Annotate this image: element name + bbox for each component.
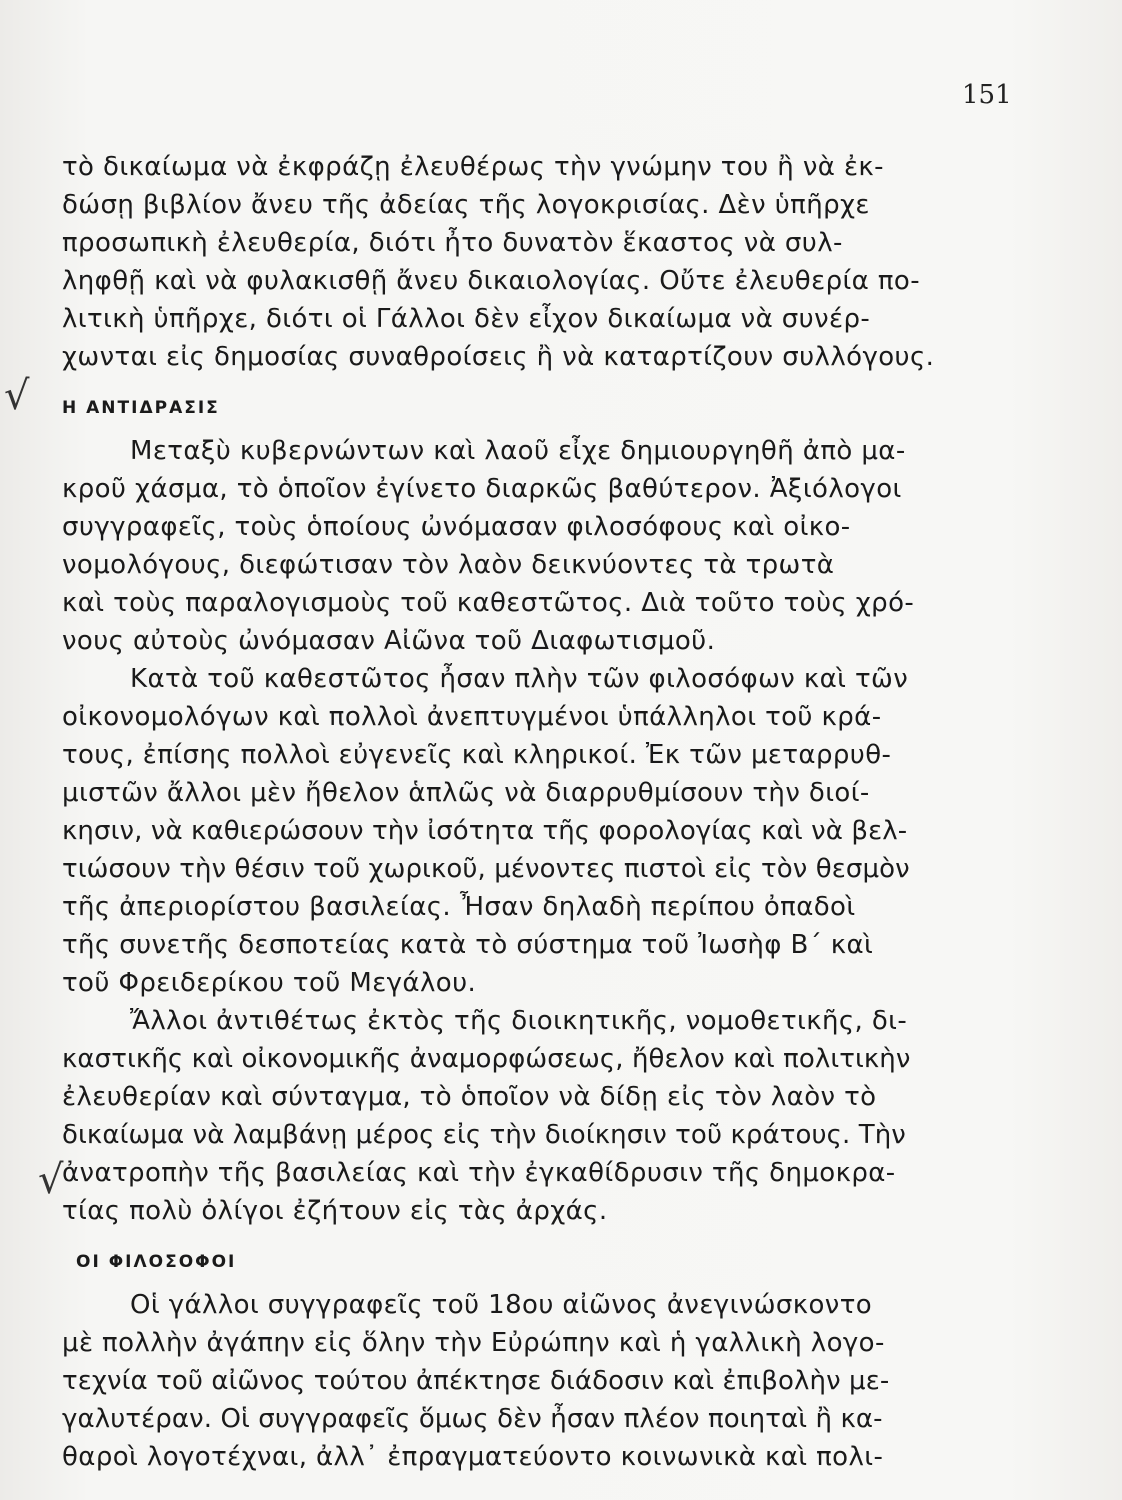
text-line: Κατὰ τοῦ καθεστῶτος ἦσαν πλὴν τῶν φιλοσόφων καὶ τῶν <box>130 664 909 694</box>
text-line: χωνται εἰς δημοσίας συναθροίσεις ἢ νὰ καταρτίζουν συλλόγους. <box>62 342 935 372</box>
text-line: τίας πολὺ ὀλίγοι ἐζήτουν εἰς τὰς ἀρχάς. <box>62 1196 608 1226</box>
paragraph <box>62 1286 1022 1476</box>
text-line: τους, ἐπίσης πολλοὶ εὐγενεῖς καὶ κληρικοί. Ἐκ τῶν μεταρρυθ- <box>62 740 892 770</box>
paragraph <box>62 432 1022 660</box>
text-line: Ἄλλοι ἀντιθέτως ἐκτὸς τῆς διοικητικῆς, νομοθετικῆς, δι- <box>130 1006 908 1036</box>
text-line: τεχνία τοῦ αἰῶνος τούτου ἀπέκτησε διάδοσιν καὶ ἐπιβολὴν με- <box>62 1366 890 1396</box>
text-line: Μεταξὺ κυβερνώντων καὶ λαοῦ εἶχε δημιουργηθῆ ἀπὸ μα- <box>130 436 906 466</box>
text-line: νομολόγους, διεφώτισαν τὸν λαὸν δεικνύοντες τὰ τρωτὰ <box>62 550 835 580</box>
text-line: μὲ πολλὴν ἀγάπην εἰς ὅλην τὴν Εὐρώπην καὶ ἡ γαλλικὴ λογο- <box>62 1328 885 1358</box>
text-line: τὸ δικαίωμα νὰ ἐκφράζῃ ἐλευθέρως τὴν γνώμην του ἢ νὰ ἐκ- <box>62 152 884 182</box>
text-line: Οἱ γάλλοι συγγραφεῖς τοῦ 18ου αἰῶνος ἀνεγινώσκοντο <box>130 1290 873 1320</box>
paragraph <box>62 1002 1022 1230</box>
text-line: γαλυτέραν. Οἱ συγγραφεῖς ὅμως δὲν ἦσαν πλέον ποιηταὶ ἢ κα- <box>62 1404 883 1434</box>
text-line: καστικῆς καὶ οἰκονομικῆς ἀναμορφώσεως, ἤθελον καὶ πολιτικὴν <box>62 1044 911 1074</box>
text-line: καὶ τοὺς παραλογισμοὺς τοῦ καθεστῶτος. Διὰ τοῦτο τοὺς χρό- <box>62 588 915 618</box>
text-line: συγγραφεῖς, τοὺς ὁποίους ὠνόμασαν φιλοσόφους καὶ οἰκο- <box>62 512 851 542</box>
text-line: νους αὐτοὺς ὠνόμασαν Αἰῶνα τοῦ Διαφωτισμοῦ. <box>62 626 716 656</box>
section-heading: Η ΑΝΤΙΔΡΑΣΙΣ <box>62 398 220 418</box>
text-line: οἰκονομολόγων καὶ πολλοὶ ἀνεπτυγμένοι ὑπάλληλοι τοῦ κρά- <box>62 702 882 732</box>
text-line: τῆς ἀπεριορίστου βασιλείας. Ἦσαν δηλαδὴ περίπου ὀπαδοὶ <box>62 892 856 922</box>
text-line: ληφθῇ καὶ νὰ φυλακισθῇ ἄνευ δικαιολογίας. Οὔτε ἐλευθερία πο- <box>62 266 921 296</box>
text-line: δικαίωμα νὰ λαμβάνῃ μέρος εἰς τὴν διοίκησιν τοῦ κράτους. Τὴν <box>62 1120 906 1150</box>
text-line: κησιν, νὰ καθιερώσουν τὴν ἰσότητα τῆς φορολογίας καὶ νὰ βελ- <box>62 816 908 846</box>
margin-check-mark-1: √ <box>4 373 30 419</box>
text-line: προσωπικὴ ἐλευθερία, διότι ἦτο δυνατὸν ἕκαστος νὰ συλ- <box>62 228 843 258</box>
paragraph <box>62 660 1022 1002</box>
text-line: δώσῃ βιβλίον ἄνευ τῆς ἀδείας τῆς λογοκρισίας. Δὲν ὑπῆρχε <box>62 190 870 220</box>
body-text <box>62 148 1022 1476</box>
text-line: ἀνατροπὴν τῆς βασιλείας καὶ τὴν ἐγκαθίδρυσιν τῆς δημοκρα- <box>62 1158 896 1188</box>
text-line: κροῦ χάσμα, τὸ ὁποῖον ἐγίνετο διαρκῶς βαθύτερον. Ἀξιόλογοι <box>62 474 902 504</box>
text-line: μιστῶν ἄλλοι μὲν ἤθελον ἁπλῶς νὰ διαρρυθμίσουν τὴν διοί- <box>62 778 870 808</box>
text-line: θαροὶ λογοτέχναι, ἀλλ᾿ ἐπραγματεύοντο κοινωνικὰ καὶ πολι- <box>62 1442 884 1472</box>
text-line: ἐλευθερίαν καὶ σύνταγμα, τὸ ὁποῖον νὰ δίδῃ εἰς τὸν λαὸν τὸ <box>62 1082 877 1112</box>
text-line: τοῦ Φρειδερίκου τοῦ Μεγάλου. <box>62 968 477 998</box>
text-line: τῆς συνετῆς δεσποτείας κατὰ τὸ σύστημα τοῦ Ἰωσὴφ Β΄ καὶ <box>62 930 874 960</box>
paragraph <box>62 148 1022 376</box>
section-heading: ΟΙ ΦΙΛΟΣΟΦΟΙ <box>76 1252 237 1272</box>
text-line: λιτικὴ ὑπῆρχε, διότι οἱ Γάλλοι δὲν εἶχον δικαίωμα νὰ συνέρ- <box>62 304 871 334</box>
page-number: 151 <box>962 80 1012 110</box>
margin-check-mark-2: √ <box>38 1157 64 1203</box>
text-line: τιώσουν τὴν θέσιν τοῦ χωρικοῦ, μένοντες πιστοὶ εἰς τὸν θεσμὸν <box>62 854 910 884</box>
